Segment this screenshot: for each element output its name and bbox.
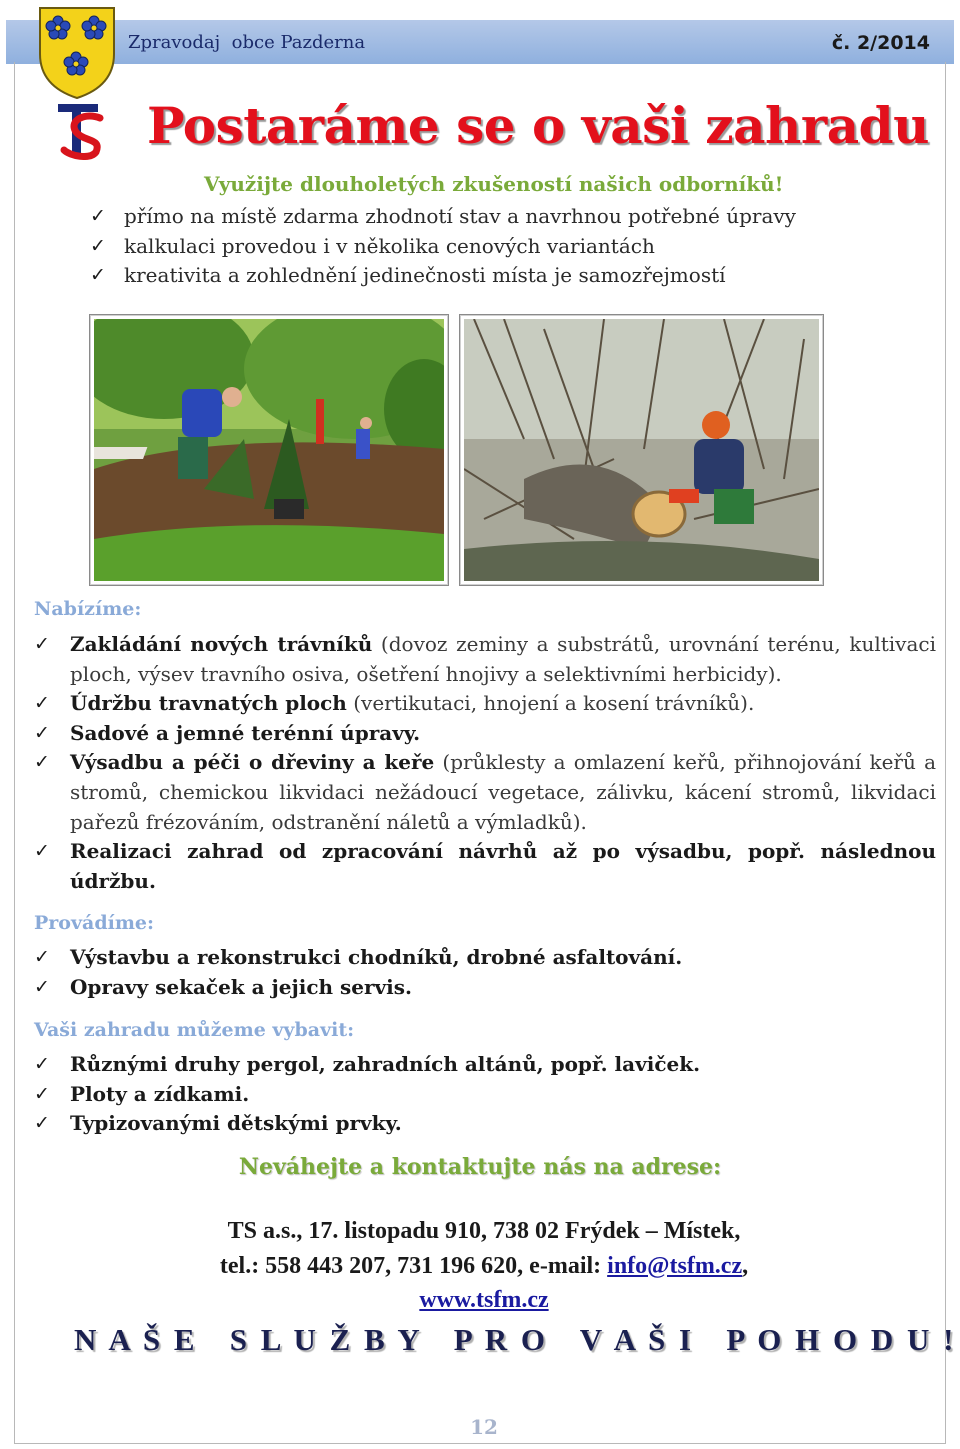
check-icon: ✓ [34, 633, 50, 655]
perform-list [34, 943, 936, 1002]
equip-heading: Vaši zahradu můžeme vybavit: [34, 1019, 355, 1041]
check-icon: ✓ [34, 946, 50, 968]
contact-heading: Neváhejte a kontaktujte nás na adrese: [238, 1154, 722, 1180]
list-item: ✓ Ploty a zídkami. [34, 1080, 936, 1110]
coat-of-arms-emblem [36, 4, 118, 100]
website-link[interactable]: www.tsfm.cz [419, 1287, 549, 1313]
check-icon: ✓ [34, 975, 50, 998]
main-title: Postaráme se o vaši zahradu [147, 96, 929, 155]
tree-cutting-photo [459, 314, 824, 586]
slogan: N A Š E S L U Ž B Y P R O V A Š I P O H O D U ! [74, 1322, 957, 1357]
list-item: ✓ kreativita a zohlednění jedinečnosti místa je samozřejmostí [90, 261, 796, 291]
check-icon: ✓ [34, 751, 50, 774]
list-item: ✓ Realizaci zahrad od zpracování návrhů až po výsadbu, popř. následnou údržbu. [34, 839, 936, 893]
contact-line: tel.: 558 443 207, 731 196 620, e-mail: info@tsfm.cz, [219, 1252, 749, 1279]
contact-address: TS a.s., 17. listopadu 910, 738 02 Frýdek – Místek, [227, 1218, 741, 1244]
contact-phone: tel.: 558 443 207, 731 196 620, e-mail: [219, 1252, 608, 1279]
perform-heading: Provádíme: [34, 912, 155, 934]
check-icon: ✓ [90, 205, 106, 227]
planting-scene-image [94, 319, 444, 581]
check-icon: ✓ [34, 1112, 50, 1135]
newsletter-title: Zpravodaj obce Pazderna [128, 32, 366, 53]
list-item: ✓ přímo na místě zdarma zhodnotí stav a navrhnou potřebné úpravy [90, 202, 796, 232]
check-icon: ✓ [34, 1053, 50, 1075]
equip-list [34, 1050, 936, 1139]
list-item: ✓ Výsadbu a péči o dřeviny a keře (průklesty a omlazení keřů, přihnojování keřů a stromů, chemickou likvidaci nežádoucí vegetace, zálivku, kácení stromů, likvidaci pařezů frézováním, odstranění náletů a výmladků). [34, 750, 936, 834]
list-item: ✓ Zakládání nových trávníků (dovoz zeminy a substrátů, urovnání terénu, kultivaci ploch, výsev travního osiva, ošetření hnojivy a selektivními herbicidy). [34, 632, 936, 686]
web-line [0, 1283, 960, 1318]
list-item: ✓ kalkulaci provedou i v několika cenových variantách [90, 232, 796, 262]
issue-number: č. 2/2014 [831, 32, 930, 54]
list-item: ✓ Typizovanými dětskými prvky. [34, 1109, 936, 1139]
page-number: 12 [470, 1415, 498, 1439]
list-item: ✓ Sadové a jemné terénní úpravy. [34, 719, 936, 749]
chainsaw-scene-image [464, 319, 819, 581]
offer-heading: Nabízíme: [34, 598, 142, 620]
check-icon: ✓ [90, 264, 106, 286]
contact-block [0, 1214, 960, 1318]
intro-benefits-list [90, 202, 796, 291]
list-item: ✓ Výstavbu a rekonstrukci chodníků, drobné asfaltování. [34, 943, 936, 973]
check-icon: ✓ [34, 1082, 50, 1105]
list-item: ✓ Údržbu travnatých ploch (vertikutaci, hnojení a kosení trávníků). [34, 689, 936, 719]
list-item: ✓ Různými druhy pergol, zahradních altánů, popř. laviček. [34, 1050, 936, 1080]
offer-list [34, 630, 936, 896]
subtitle: Využijte dlouholetých zkušeností našich odborníků! [204, 172, 784, 196]
gardening-photo [89, 314, 449, 586]
check-icon: ✓ [90, 234, 106, 257]
check-icon: ✓ [34, 721, 50, 744]
ts-company-logo [56, 100, 106, 160]
check-icon: ✓ [34, 840, 50, 863]
email-link[interactable]: info@tsfm.cz [607, 1252, 743, 1279]
check-icon: ✓ [34, 692, 50, 715]
list-item: ✓ Opravy sekaček a jejich servis. [34, 973, 936, 1003]
